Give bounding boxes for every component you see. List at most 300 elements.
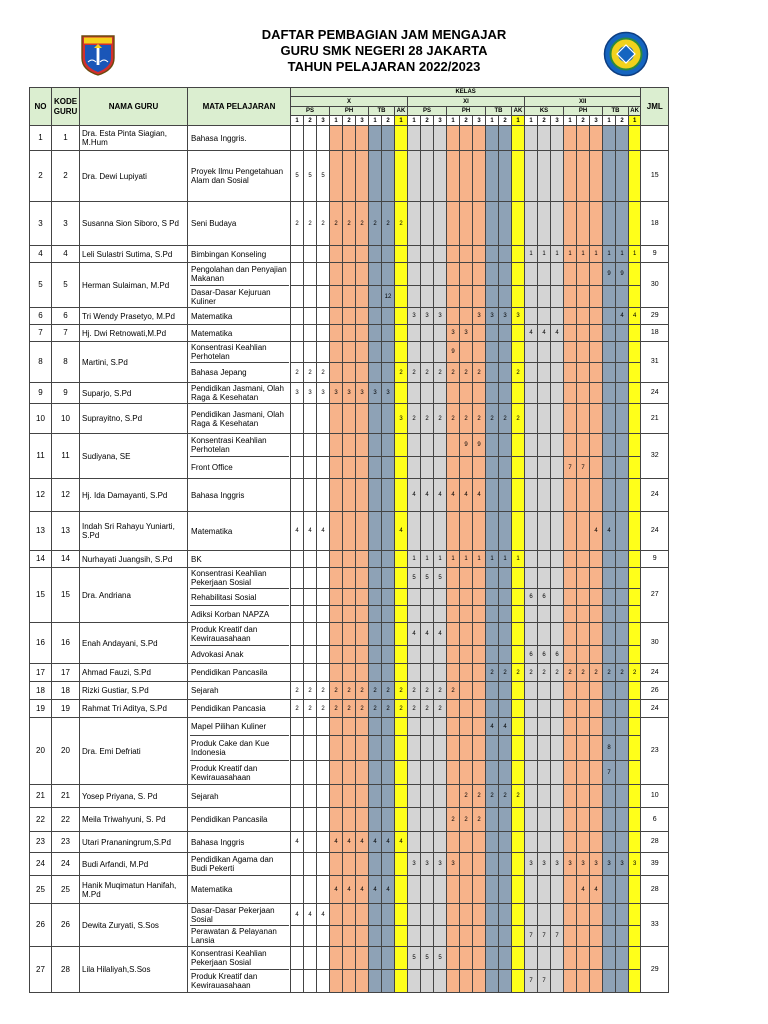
class-hours-cell [291, 325, 304, 342]
hours-value: 2 [386, 220, 390, 227]
class-hours-cell [304, 904, 317, 947]
class-hours-cell [616, 404, 629, 434]
hours-value: 4 [632, 313, 637, 319]
class-hours-cell [590, 325, 603, 342]
class-hours-cell [330, 434, 343, 479]
hours-value: 2 [425, 415, 429, 422]
class-hours-cell [330, 904, 343, 947]
grade-header-xi: XI [408, 97, 525, 107]
class-hours-cell [382, 808, 395, 832]
class-hours-cell [525, 383, 538, 404]
class-hours-cell [317, 263, 330, 308]
class-hours-cell [304, 404, 317, 434]
class-hours-cell [590, 947, 603, 993]
hours-value: 3 [632, 861, 637, 867]
class-hours-cell [434, 434, 447, 479]
class-hours-cell [369, 808, 382, 832]
group-header-tb: TB [486, 107, 512, 116]
row-no: 9 [30, 383, 52, 404]
class-hours-cell [356, 342, 369, 383]
class-hours-cell [330, 664, 343, 682]
group-header-ph: PH [330, 107, 369, 116]
class-hours-cell [577, 512, 590, 551]
class-hours-cell [564, 700, 577, 718]
class-hours-cell [551, 151, 564, 202]
total-hours: 15 [641, 151, 669, 202]
class-hours-cell [447, 947, 460, 993]
class-hours-cell [473, 308, 486, 325]
class-hours-cell [616, 700, 629, 718]
class-hours-cell [291, 512, 304, 551]
row-kode: 17 [52, 664, 80, 682]
class-hours-cell [395, 512, 408, 551]
class-hours-cell [590, 151, 603, 202]
class-hours-cell [564, 126, 577, 151]
row-kode: 2 [52, 151, 80, 202]
hours-value: 3 [412, 861, 416, 867]
hours-value: 2 [373, 705, 377, 712]
class-hours-cell [304, 808, 317, 832]
class-hours-cell [382, 126, 395, 151]
class-hours-cell [551, 664, 564, 682]
class-hours-cell [434, 664, 447, 682]
class-hours-cell [304, 434, 317, 479]
class-hours-cell [525, 785, 538, 808]
table-row [30, 404, 669, 434]
group-header-ak: AK [512, 107, 525, 116]
class-hours-cell [538, 551, 551, 568]
class-hours-cell [629, 876, 641, 904]
class-hours-cell [343, 682, 356, 700]
class-hours-cell [590, 785, 603, 808]
class-hours-cell [603, 126, 616, 151]
class-hours-cell [343, 853, 356, 876]
class-hours-cell [447, 568, 460, 623]
class-hours-cell [577, 479, 590, 512]
class-hours-cell [434, 342, 447, 383]
hours-value: 7 [551, 925, 563, 946]
class-hours-cell [499, 853, 512, 876]
class-hours-cell [421, 434, 434, 479]
hours-value: 7 [564, 456, 576, 478]
class-hours-cell [447, 785, 460, 808]
class-hours-cell [460, 151, 473, 202]
class-hours-cell [460, 325, 473, 342]
table-row [30, 700, 669, 718]
class-hours-cell [447, 404, 460, 434]
class-hours-cell [343, 383, 356, 404]
class-hours-cell [291, 342, 304, 383]
class-hours-cell [473, 718, 486, 785]
class-hours-cell [512, 551, 525, 568]
row-kode: 1 [52, 126, 80, 151]
class-hours-cell [304, 479, 317, 512]
class-hours-cell [525, 551, 538, 568]
hours-value: 4 [425, 631, 429, 637]
hours-value: 1 [542, 251, 546, 257]
hours-value: 3 [529, 861, 533, 867]
row-no: 6 [30, 308, 52, 325]
row-kode: 24 [52, 853, 80, 876]
class-hours-cell [499, 568, 512, 623]
subject-name: Produk Kreatif dan Kewirauasahaan [191, 625, 258, 643]
hours-value: 2 [581, 669, 585, 676]
class-hours-cell [434, 246, 447, 263]
class-hours-cell [460, 718, 473, 785]
class-hours-cell [408, 383, 421, 404]
class-hours-cell [291, 785, 304, 808]
class-hours-cell [434, 479, 447, 512]
smk-school-logo [603, 31, 649, 77]
class-hours-cell [395, 308, 408, 325]
row-no: 3 [30, 202, 52, 246]
class-hours-cell [421, 202, 434, 246]
hours-value: 2 [347, 220, 351, 227]
hours-value: 3 [464, 330, 468, 336]
class-hours-cell [564, 342, 577, 383]
class-hours-cell [408, 342, 421, 383]
class-hours-cell [603, 568, 616, 623]
subject-cell [188, 904, 291, 947]
class-hours-cell [538, 202, 551, 246]
class-hours-cell [421, 904, 434, 947]
hours-value: 2 [399, 220, 403, 227]
hours-value: 2 [308, 687, 312, 694]
subject-name: Sejarah [191, 791, 219, 801]
class-hours-cell [590, 718, 603, 785]
class-hours-cell [317, 947, 330, 993]
class-hours-cell [369, 832, 382, 853]
subject-name: Pendidikan Jasmani, Olah Raga & Kesehatan [191, 409, 284, 428]
row-kode: 25 [52, 876, 80, 904]
hours-value: 3 [308, 390, 312, 396]
class-hours-cell [629, 434, 641, 479]
table-row [30, 832, 669, 853]
class-hours-cell [421, 551, 434, 568]
class-hours-cell [434, 151, 447, 202]
class-hours-cell [382, 308, 395, 325]
class-hours-cell [551, 785, 564, 808]
total-hours: 39 [641, 853, 669, 876]
class-hours-cell [356, 718, 369, 785]
class-hours-cell [538, 718, 551, 785]
class-hours-cell [603, 947, 616, 993]
subject-cell [188, 383, 291, 404]
class-hours-cell [603, 383, 616, 404]
subject-name: Dasar-Dasar Kejuruan Kuliner [190, 285, 289, 307]
total-hours: 26 [641, 682, 669, 700]
class-hours-cell [499, 700, 512, 718]
hours-value: 4 [607, 528, 611, 534]
class-hours-cell [629, 785, 641, 808]
class-hours-cell [356, 434, 369, 479]
class-hours-cell [629, 325, 641, 342]
class-hours-cell [603, 664, 616, 682]
hours-value: 2 [304, 362, 316, 382]
teacher-name: Indah Sri Rahayu Yuniarti, S.Pd [80, 512, 188, 551]
class-hours-cell [434, 718, 447, 785]
hours-value: 1 [607, 251, 611, 257]
class-number-header: 2 [421, 116, 434, 126]
class-hours-cell [369, 479, 382, 512]
class-hours-cell [408, 263, 421, 308]
class-hours-cell [499, 947, 512, 993]
group-header-ps: PS [291, 107, 330, 116]
row-kode: 15 [52, 568, 80, 623]
class-hours-cell [408, 785, 421, 808]
class-hours-cell [304, 876, 317, 904]
subject-name: Bahasa Inggris [191, 837, 245, 847]
class-hours-cell [460, 126, 473, 151]
class-hours-cell [499, 551, 512, 568]
class-hours-cell [356, 479, 369, 512]
class-hours-cell [512, 623, 525, 664]
class-hours-cell [629, 568, 641, 623]
class-number-header: 2 [343, 116, 356, 126]
class-hours-cell [343, 623, 356, 664]
class-hours-cell [499, 263, 512, 308]
row-no: 13 [30, 512, 52, 551]
row-no: 5 [30, 263, 52, 308]
class-hours-cell [369, 512, 382, 551]
class-hours-cell [330, 512, 343, 551]
hours-value: 4 [594, 886, 598, 893]
row-kode: 4 [52, 246, 80, 263]
class-hours-cell [616, 568, 629, 623]
class-hours-cell [512, 325, 525, 342]
class-hours-cell [369, 383, 382, 404]
hours-value: 6 [525, 588, 537, 605]
class-hours-cell [564, 325, 577, 342]
class-hours-cell [369, 342, 382, 383]
class-hours-cell [330, 700, 343, 718]
class-hours-cell [382, 151, 395, 202]
class-hours-cell [499, 308, 512, 325]
class-hours-cell [395, 126, 408, 151]
class-hours-cell [603, 700, 616, 718]
subject-cell [188, 512, 291, 551]
total-hours: 18 [641, 202, 669, 246]
class-hours-cell [330, 246, 343, 263]
class-hours-cell [551, 126, 564, 151]
subject-name: Pengolahan dan Penyajian Makanan [191, 265, 287, 283]
teacher-name: Rahmat Tri Aditya, S.Pd [80, 700, 188, 718]
group-header-ps: PS [408, 107, 447, 116]
class-hours-cell [356, 682, 369, 700]
class-hours-cell [590, 246, 603, 263]
hours-value: 2 [295, 687, 299, 694]
class-hours-cell [499, 383, 512, 404]
class-hours-cell [434, 876, 447, 904]
hours-value: 3 [334, 390, 338, 396]
class-hours-cell [564, 479, 577, 512]
row-kode: 22 [52, 808, 80, 832]
hours-value: 3 [295, 390, 299, 396]
class-hours-cell [382, 876, 395, 904]
class-hours-cell [317, 479, 330, 512]
class-hours-cell [551, 718, 564, 785]
class-number-header: 1 [603, 116, 616, 126]
hours-value: 4 [360, 886, 364, 893]
class-hours-cell [317, 568, 330, 623]
class-hours-cell [343, 876, 356, 904]
class-hours-cell [499, 404, 512, 434]
class-hours-cell [616, 246, 629, 263]
class-hours-cell [382, 325, 395, 342]
teacher-name: Nurhayati Juangsih, S.Pd [80, 551, 188, 568]
class-hours-cell [382, 263, 395, 308]
class-hours-cell [343, 202, 356, 246]
table-row [30, 512, 669, 551]
class-hours-cell [408, 832, 421, 853]
hours-value: 2 [447, 362, 459, 382]
class-hours-cell [616, 308, 629, 325]
class-hours-cell [395, 568, 408, 623]
teacher-name: Suparjo, S.Pd [80, 383, 188, 404]
hours-value: 2 [555, 669, 559, 676]
class-hours-cell [369, 876, 382, 904]
hours-value: 4 [373, 839, 377, 845]
class-hours-cell [603, 623, 616, 664]
subject-name: Seni Budaya [191, 219, 237, 228]
subject-name: Advokasi Anak [190, 645, 289, 663]
class-hours-cell [369, 664, 382, 682]
class-hours-cell [603, 202, 616, 246]
class-hours-cell [447, 308, 460, 325]
class-hours-cell [525, 434, 538, 479]
class-hours-cell [421, 404, 434, 434]
class-hours-cell [382, 682, 395, 700]
hours-value: 3 [451, 861, 455, 867]
class-hours-cell [395, 151, 408, 202]
class-hours-cell [382, 383, 395, 404]
class-hours-cell [551, 383, 564, 404]
class-hours-cell [486, 947, 499, 993]
class-hours-cell [343, 342, 356, 383]
class-hours-cell [512, 718, 525, 785]
class-hours-cell [590, 623, 603, 664]
class-hours-cell [382, 246, 395, 263]
row-kode: 20 [52, 718, 80, 785]
class-hours-cell [356, 202, 369, 246]
class-hours-cell [512, 151, 525, 202]
total-hours [641, 126, 669, 151]
class-hours-cell [291, 246, 304, 263]
class-hours-cell [486, 479, 499, 512]
row-no: 23 [30, 832, 52, 853]
class-hours-cell [577, 202, 590, 246]
hours-value: 9 [451, 349, 455, 355]
class-hours-cell [382, 434, 395, 479]
class-hours-cell [486, 434, 499, 479]
hours-value: 3 [373, 390, 377, 396]
class-hours-cell [616, 832, 629, 853]
hours-value: 5 [412, 955, 416, 961]
class-hours-cell [512, 263, 525, 308]
class-hours-cell [330, 308, 343, 325]
class-hours-cell [590, 512, 603, 551]
hours-value: 4 [373, 886, 377, 893]
hours-value: 7 [577, 456, 589, 478]
hours-value: 1 [464, 556, 468, 562]
class-hours-cell [590, 434, 603, 479]
row-kode: 9 [52, 383, 80, 404]
class-hours-cell [382, 718, 395, 785]
class-hours-cell [460, 623, 473, 664]
total-hours: 6 [641, 808, 669, 832]
row-no: 12 [30, 479, 52, 512]
hours-value: 2 [295, 220, 299, 227]
class-hours-cell [577, 434, 590, 479]
class-hours-cell [486, 151, 499, 202]
row-no: 4 [30, 246, 52, 263]
total-hours: 32 [641, 434, 669, 479]
class-hours-cell [460, 808, 473, 832]
total-hours: 30 [641, 263, 669, 308]
teacher-name: Utari Prananingrum,S.Pd [80, 832, 188, 853]
class-hours-cell [382, 342, 395, 383]
class-hours-cell [538, 904, 551, 947]
class-hours-cell [369, 404, 382, 434]
teacher-name: Tri Wendy Prasetyo, M.Pd [80, 308, 188, 325]
subject-cell [188, 325, 291, 342]
row-no: 21 [30, 785, 52, 808]
class-hours-cell [395, 785, 408, 808]
class-hours-cell [447, 263, 460, 308]
hours-value: 4 [529, 330, 533, 336]
class-hours-cell [486, 682, 499, 700]
subject-name: Pendidikan Jasmani, Olah Raga & Kesehatan [191, 384, 284, 402]
class-hours-cell [525, 404, 538, 434]
class-hours-cell [447, 682, 460, 700]
class-hours-cell [291, 479, 304, 512]
class-hours-cell [616, 263, 629, 308]
class-hours-cell [421, 342, 434, 383]
title-line-1: DAFTAR PEMBAGIAN JAM MENGAJAR [261, 27, 507, 42]
class-hours-cell [512, 904, 525, 947]
hours-value: 3 [477, 313, 481, 319]
class-hours-cell [291, 568, 304, 623]
class-hours-cell [304, 947, 317, 993]
class-hours-cell [486, 808, 499, 832]
class-hours-cell [434, 623, 447, 664]
teacher-name: Hanik Muqimatun Hanifah, M.Pd [80, 876, 188, 904]
class-hours-cell [434, 808, 447, 832]
class-hours-cell [369, 551, 382, 568]
subject-cell [188, 808, 291, 832]
row-kode: 16 [52, 623, 80, 664]
class-hours-cell [538, 947, 551, 993]
class-hours-cell [382, 568, 395, 623]
hours-value: 4 [581, 886, 585, 893]
class-number-header: 2 [538, 116, 551, 126]
class-hours-cell [421, 832, 434, 853]
hours-value: 3 [438, 861, 442, 867]
class-hours-cell [577, 832, 590, 853]
class-number-header: 1 [395, 116, 408, 126]
class-hours-cell [525, 947, 538, 993]
class-hours-cell [304, 551, 317, 568]
hours-value: 2 [490, 415, 494, 422]
row-no: 1 [30, 126, 52, 151]
subject-cell [188, 947, 291, 993]
subject-cell [188, 263, 291, 308]
class-hours-cell [577, 853, 590, 876]
class-hours-cell [369, 263, 382, 308]
class-hours-cell [590, 479, 603, 512]
class-hours-cell [616, 151, 629, 202]
hours-value: 3 [347, 390, 351, 396]
